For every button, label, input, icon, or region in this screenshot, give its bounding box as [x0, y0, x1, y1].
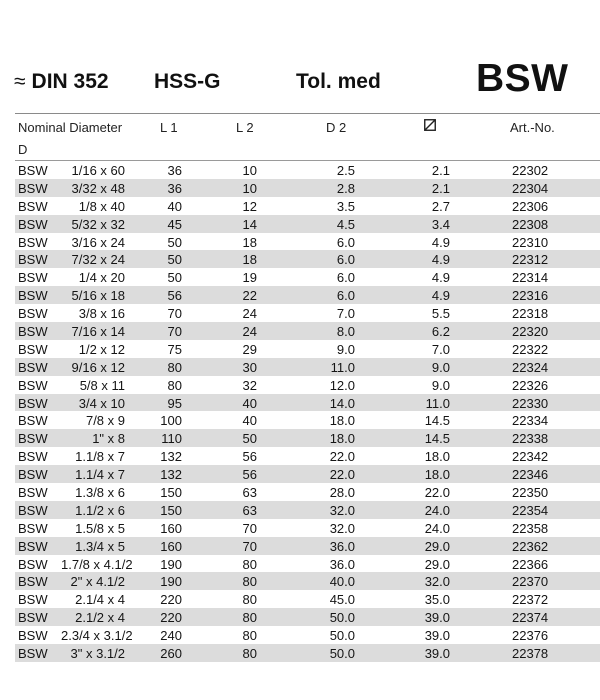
cell-thread-prefix: BSW [18, 270, 48, 286]
cell-d2: 32.0 [329, 520, 355, 536]
cell-l1: 70 [167, 324, 182, 340]
cell-article-number: 22362 [512, 538, 549, 554]
cell-square: 18.0 [424, 467, 450, 483]
table-row [15, 358, 600, 376]
cell-article-number: 22370 [512, 574, 549, 590]
table-row [15, 161, 600, 179]
cell-square: 3.4 [431, 216, 450, 232]
cell-square: 39.0 [424, 646, 450, 662]
table-row [15, 644, 600, 662]
cell-l2: 18 [242, 252, 257, 268]
cell-d2: 22.0 [329, 467, 355, 483]
table-row [15, 286, 600, 304]
table-row [15, 429, 600, 447]
cell-l1: 132 [160, 449, 182, 465]
cell-thread-prefix: BSW [18, 538, 48, 554]
column-header-d: D [18, 142, 28, 157]
table-body [15, 160, 600, 662]
cell-square: 2.7 [431, 198, 450, 214]
cell-nominal-size: 1.1/2 x 6 [75, 502, 125, 518]
cell-d2: 36.0 [329, 556, 355, 572]
table-row [15, 590, 600, 608]
cell-thread-prefix: BSW [18, 467, 48, 483]
cell-l2: 80 [242, 610, 257, 626]
table-row [15, 519, 600, 537]
cell-nominal-size: 2.1/4 x 4 [75, 592, 125, 608]
cell-square: 11.0 [425, 395, 450, 411]
cell-d2: 50.0 [329, 628, 355, 644]
cell-d2: 32.0 [329, 502, 355, 518]
cell-l1: 80 [167, 359, 182, 375]
cell-l1: 160 [160, 538, 182, 554]
cell-thread-prefix: BSW [18, 163, 48, 178]
cell-article-number: 22330 [512, 395, 549, 411]
cell-d2: 2.5 [336, 163, 355, 178]
cell-article-number: 22342 [512, 449, 549, 465]
cell-nominal-size: 1/4 x 20 [78, 270, 125, 286]
cell-l1: 220 [160, 592, 182, 608]
cell-l2: 22 [242, 288, 257, 304]
cell-l1: 100 [160, 413, 182, 429]
table-row [15, 501, 600, 519]
cell-article-number: 22372 [512, 592, 549, 608]
cell-l2: 24 [242, 306, 257, 322]
cell-thread-prefix: BSW [18, 252, 48, 268]
cell-article-number: 22314 [512, 270, 549, 286]
cell-nominal-size: 1.1/4 x 7 [75, 467, 125, 483]
cell-d2: 6.0 [336, 288, 355, 304]
cell-nominal-size: 3/4 x 10 [78, 395, 125, 411]
table-row [15, 394, 600, 412]
cell-l2: 10 [242, 163, 257, 178]
cell-d2: 9.0 [336, 341, 355, 357]
cell-thread-prefix: BSW [18, 449, 48, 465]
cell-nominal-size: 1.7/8 x 4.1/2 [61, 556, 133, 572]
cell-article-number: 22354 [512, 502, 549, 518]
cell-nominal-size: 2.1/2 x 4 [75, 610, 125, 626]
cell-thread-prefix: BSW [18, 180, 48, 196]
cell-d2: 2.8 [336, 180, 355, 196]
cell-nominal-size: 3/32 x 48 [71, 180, 125, 196]
table-row [15, 215, 600, 233]
table-row [15, 376, 600, 394]
tolerance-label: Tol. med [296, 70, 381, 93]
table-row [15, 250, 600, 268]
cell-square: 29.0 [424, 556, 450, 572]
cell-thread-prefix: BSW [18, 413, 48, 429]
cell-l2: 56 [242, 449, 257, 465]
cell-square: 4.9 [431, 288, 450, 304]
cell-nominal-size: 2.3/4 x 3.1/2 [61, 628, 133, 644]
table-row [15, 626, 600, 644]
cell-nominal-size: 1/8 x 40 [78, 198, 125, 214]
column-header-l1: L 1 [160, 120, 178, 135]
cell-l2: 29 [242, 341, 257, 357]
cell-l2: 30 [242, 359, 257, 375]
cell-l2: 14 [242, 216, 257, 232]
cell-l1: 95 [167, 395, 182, 411]
cell-thread-prefix: BSW [18, 198, 48, 214]
cell-l2: 19 [242, 270, 257, 286]
cell-article-number: 22334 [512, 413, 549, 429]
cell-article-number: 22338 [512, 431, 549, 447]
cell-l2: 10 [242, 180, 257, 196]
cell-square: 4.9 [431, 234, 450, 250]
cell-l1: 50 [167, 234, 182, 250]
cell-square: 14.5 [424, 413, 450, 429]
table-row [15, 483, 600, 501]
cell-d2: 18.0 [329, 431, 355, 447]
cell-article-number: 22358 [512, 520, 549, 536]
thread-type-title: BSW [476, 57, 569, 100]
cell-article-number: 22326 [512, 377, 549, 393]
cell-l1: 36 [167, 163, 182, 178]
cell-article-number: 22320 [512, 324, 549, 340]
cell-nominal-size: 1.1/8 x 7 [75, 449, 125, 465]
cell-nominal-size: 3/16 x 24 [71, 234, 125, 250]
table-row [15, 304, 600, 322]
cell-l1: 75 [167, 341, 182, 357]
cell-l1: 190 [160, 556, 182, 572]
approx-symbol: ≈ [14, 70, 26, 93]
cell-d2: 4.5 [336, 216, 355, 232]
cell-nominal-size: 1.3/4 x 5 [75, 538, 125, 554]
cell-d2: 36.0 [329, 538, 355, 554]
cell-nominal-size: 3/8 x 16 [78, 306, 125, 322]
cell-article-number: 22316 [512, 288, 549, 304]
cell-d2: 18.0 [329, 413, 355, 429]
cell-l1: 260 [160, 646, 182, 662]
cell-thread-prefix: BSW [18, 341, 48, 357]
cell-d2: 6.0 [336, 270, 355, 286]
cell-l2: 18 [242, 234, 257, 250]
cell-article-number: 22304 [512, 180, 549, 196]
cell-d2: 50.0 [329, 646, 355, 662]
cell-article-number: 22366 [512, 556, 549, 572]
cell-d2: 12.0 [329, 377, 355, 393]
table-row [15, 322, 600, 340]
cell-l2: 50 [242, 431, 257, 447]
cell-d2: 28.0 [329, 485, 355, 501]
cell-nominal-size: 7/32 x 24 [71, 252, 125, 268]
cell-thread-prefix: BSW [18, 646, 48, 662]
cell-square: 9.0 [431, 377, 450, 393]
cell-square: 6.2 [431, 324, 450, 340]
table-row [15, 340, 600, 358]
cell-square: 24.0 [424, 502, 450, 518]
cell-square: 2.1 [431, 163, 450, 178]
cell-d2: 14.0 [329, 395, 355, 411]
cell-thread-prefix: BSW [18, 556, 48, 572]
material-label: HSS-G [154, 70, 221, 93]
cell-thread-prefix: BSW [18, 520, 48, 536]
cell-square: 4.9 [431, 252, 450, 268]
table-row [15, 268, 600, 286]
cell-l2: 80 [242, 646, 257, 662]
cell-l2: 56 [242, 467, 257, 483]
cell-nominal-size: 3" x 3.1/2 [70, 646, 125, 662]
cell-square: 2.1 [431, 180, 450, 196]
cell-article-number: 22310 [512, 234, 549, 250]
cell-l2: 24 [242, 324, 257, 340]
cell-square: 24.0 [424, 520, 450, 536]
cell-d2: 7.0 [336, 306, 355, 322]
cell-article-number: 22322 [512, 341, 549, 357]
cell-thread-prefix: BSW [18, 306, 48, 322]
cell-square: 4.9 [431, 270, 450, 286]
cell-l1: 150 [160, 485, 182, 501]
cell-nominal-size: 1/16 x 60 [71, 163, 125, 178]
cell-l1: 45 [167, 216, 182, 232]
cell-nominal-size: 5/8 x 11 [79, 377, 125, 393]
cell-l1: 132 [160, 467, 182, 483]
cell-nominal-size: 9/16 x 12 [71, 359, 125, 375]
cell-l1: 240 [160, 628, 182, 644]
cell-article-number: 22376 [512, 628, 549, 644]
cell-square: 9.0 [431, 359, 450, 375]
cell-l1: 160 [160, 520, 182, 536]
cell-thread-prefix: BSW [18, 234, 48, 250]
cell-thread-prefix: BSW [18, 359, 48, 375]
cell-square: 39.0 [424, 628, 450, 644]
cell-l2: 63 [242, 485, 257, 501]
cell-thread-prefix: BSW [18, 431, 48, 447]
column-header-article-number: Art.-No. [510, 120, 555, 135]
column-header-l2: L 2 [236, 120, 254, 135]
cell-l1: 36 [167, 180, 182, 196]
cell-l1: 56 [167, 288, 182, 304]
cell-thread-prefix: BSW [18, 502, 48, 518]
cell-square: 32.0 [424, 574, 450, 590]
cell-l1: 110 [161, 431, 182, 447]
cell-article-number: 22346 [512, 467, 549, 483]
cell-d2: 22.0 [329, 449, 355, 465]
catalog-header [0, 52, 600, 108]
cell-l1: 50 [167, 270, 182, 286]
cell-thread-prefix: BSW [18, 592, 48, 608]
cell-square: 5.5 [431, 306, 450, 322]
table-row [15, 233, 600, 251]
table-row [15, 465, 600, 483]
cell-d2: 3.5 [336, 198, 355, 214]
cell-thread-prefix: BSW [18, 288, 48, 304]
cell-article-number: 22306 [512, 198, 549, 214]
cell-article-number: 22308 [512, 216, 549, 232]
cell-d2: 40.0 [329, 574, 355, 590]
cell-thread-prefix: BSW [18, 628, 48, 644]
table-row [15, 197, 600, 215]
cell-nominal-size: 1" x 8 [92, 431, 125, 447]
cell-l2: 40 [242, 413, 257, 429]
cell-article-number: 22324 [512, 359, 549, 375]
cell-l2: 12 [242, 198, 257, 214]
cell-square: 22.0 [424, 485, 450, 501]
cell-nominal-size: 7/8 x 9 [85, 413, 125, 429]
cell-d2: 11.0 [330, 359, 355, 375]
cell-article-number: 22312 [512, 252, 549, 268]
cell-thread-prefix: BSW [18, 216, 48, 232]
cell-nominal-size: 5/32 x 32 [71, 216, 125, 232]
cell-square: 39.0 [424, 610, 450, 626]
square-with-diagonal-icon [424, 119, 436, 131]
spec-table [15, 113, 600, 662]
column-header-nominal-diameter: Nominal Diameter [18, 120, 123, 135]
cell-l1: 80 [167, 377, 182, 393]
cell-l1: 50 [167, 252, 182, 268]
cell-l2: 80 [242, 592, 257, 608]
cell-nominal-size: 7/16 x 14 [71, 324, 125, 340]
cell-l1: 150 [160, 502, 182, 518]
table-row [15, 179, 600, 197]
cell-square: 7.0 [431, 341, 450, 357]
cell-thread-prefix: BSW [18, 610, 48, 626]
cell-d2: 50.0 [329, 610, 355, 626]
table-row [15, 555, 600, 573]
cell-thread-prefix: BSW [18, 574, 48, 590]
cell-article-number: 22350 [512, 485, 549, 501]
cell-l2: 70 [242, 538, 257, 554]
cell-l2: 80 [242, 574, 257, 590]
cell-article-number: 22318 [512, 306, 549, 322]
standard-value: DIN 352 [31, 70, 109, 93]
table-header [15, 113, 600, 160]
cell-l1: 190 [160, 574, 182, 590]
cell-article-number: 22302 [512, 163, 549, 178]
cell-d2: 45.0 [329, 592, 355, 608]
cell-l2: 70 [242, 520, 257, 536]
cell-l1: 220 [160, 610, 182, 626]
column-header-d2: D 2 [326, 120, 347, 135]
cell-article-number: 22374 [512, 610, 549, 626]
cell-d2: 8.0 [336, 324, 355, 340]
cell-nominal-size: 1.5/8 x 5 [75, 520, 125, 536]
cell-thread-prefix: BSW [18, 377, 48, 393]
table-row [15, 608, 600, 626]
cell-l1: 70 [167, 306, 182, 322]
table-row [15, 537, 600, 555]
cell-l2: 32 [242, 377, 257, 393]
cell-thread-prefix: BSW [18, 485, 48, 501]
cell-square: 18.0 [424, 449, 450, 465]
cell-nominal-size: 5/16 x 18 [71, 288, 125, 304]
table-row [15, 411, 600, 429]
standard-label [14, 70, 109, 94]
table-row [15, 447, 600, 465]
cell-square: 14.5 [424, 431, 450, 447]
table-row [15, 572, 600, 590]
cell-l2: 63 [242, 502, 257, 518]
cell-nominal-size: 1/2 x 12 [78, 341, 125, 357]
cell-thread-prefix: BSW [18, 395, 48, 411]
cell-l2: 80 [242, 628, 257, 644]
cell-article-number: 22378 [512, 646, 549, 662]
cell-l2: 40 [242, 395, 257, 411]
cell-d2: 6.0 [336, 252, 355, 268]
cell-square: 29.0 [424, 538, 450, 554]
cell-square: 35.0 [424, 592, 450, 608]
cell-l1: 40 [167, 198, 182, 214]
cell-d2: 6.0 [336, 234, 355, 250]
cell-thread-prefix: BSW [18, 324, 48, 340]
cell-nominal-size: 2" x 4.1/2 [70, 574, 125, 590]
cell-l2: 80 [242, 556, 257, 572]
cell-nominal-size: 1.3/8 x 6 [75, 485, 125, 501]
